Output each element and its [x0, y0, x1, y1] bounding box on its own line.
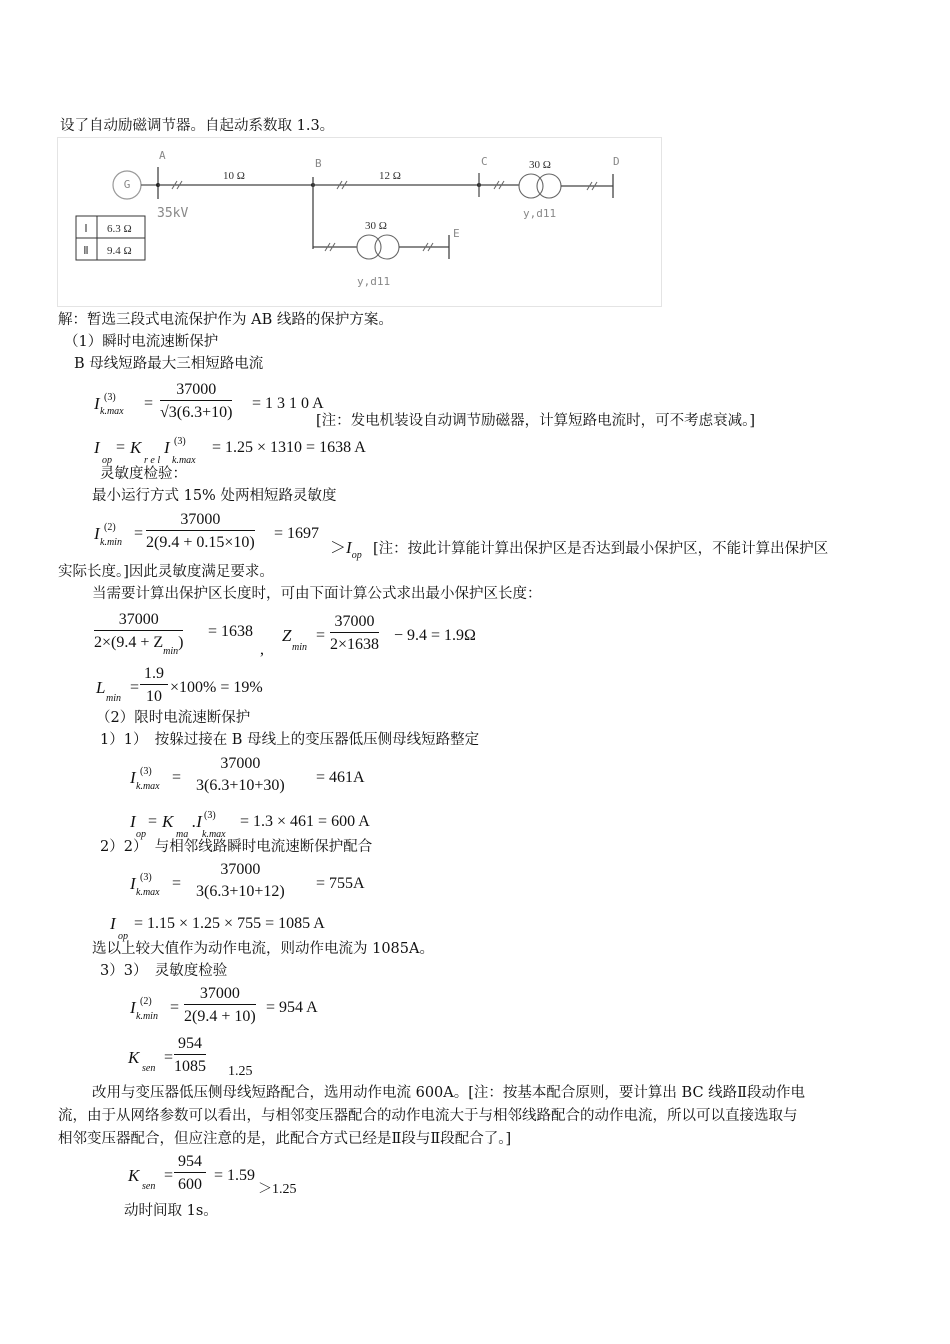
sec2-para2: 流，由于从网络参数可以看出，与相邻变压器配合的动作电流大于与相邻线路配合的动作电流，所以可以直接选取与: [58, 1108, 798, 1124]
f3-denominator: 2(9.4 + 0.15×10): [146, 534, 255, 552]
note2a: [注：按此计算能计算出保护区是否达到最小保护区，不能计算出保护区: [373, 541, 829, 557]
g5-result: = 954 A: [266, 999, 318, 1016]
formula-ikmin2: I (2) k.min = $\frac{37000}{2(9.4 + 0.15\times 10)}$ = 1697: [94, 511, 320, 552]
f5-numerator: 37000: [330, 612, 379, 633]
formula-g7: K sen = $\frac{954}{600}$ = 1.59 ＞1.25: [128, 1153, 297, 1197]
compare-iop: $>I_{op}$: [330, 538, 362, 561]
sec2-line5: 选以上较大值作为动作电流，则动作电流为 1085A。: [92, 941, 434, 957]
network-diagram: [57, 137, 662, 307]
sec1-line2: 灵敏度检验：: [100, 466, 187, 482]
formula-g2: I op = K ma .I (3) k.max = 1.3 × 461 = 600 A: [130, 810, 370, 840]
intro-line: 设了自动励磁调节器。自起动系数取 1.3。: [60, 118, 335, 134]
sec2-item1: 1）1） 按躲过接在 B 母线上的变压器低压侧母线短路整定: [100, 732, 480, 748]
formula-ikmax3: I (3) k.max = $\frac{37000}{√3(6.3+10)}$ = 1 3 1 0 A: [94, 381, 324, 422]
transformer-be-group: y,d11: [357, 275, 391, 288]
solution-intro: 解：暂选三段式电流保护作为 AB 线路的保护方案。: [58, 312, 393, 328]
g1-denominator: 3(6.3+10+30): [196, 777, 285, 795]
generator-impedance-table: [76, 216, 145, 260]
transformer-cd-impedance: 30 Ω: [529, 159, 551, 171]
g2-result: = 1.3 × 461 = 600 A: [240, 813, 370, 830]
g7-compare: ＞1.25: [258, 1182, 297, 1197]
sec2-item3: 3）3） 灵敏度检验: [100, 963, 228, 979]
formula-lmin: L min = $\frac{1.9}{10}$ ×100% = 19%: [96, 665, 263, 706]
g4-result: = 1.15 × 1.25 × 755 = 1085 A: [134, 915, 325, 932]
g3-numerator: 37000: [220, 861, 261, 878]
sec1-line1: B 母线短路最大三相短路电流: [74, 356, 264, 372]
f5-denominator: 2×1638: [330, 636, 380, 654]
f3-result: = 1697: [274, 525, 320, 542]
generator-label: G: [123, 178, 131, 191]
g1-numerator: 37000: [220, 755, 261, 772]
gen-mode-2-value: 9.4 Ω: [107, 245, 132, 257]
bus-b-label: B: [315, 157, 322, 170]
transformer-be-symbol: [357, 235, 399, 259]
f6-numerator: 1.9: [140, 664, 168, 685]
g7-denominator: 600: [178, 1176, 202, 1194]
g3-denominator: 3(6.3+10+12): [196, 883, 285, 901]
gen-mode-1: Ⅰ: [84, 223, 88, 235]
transformer-cd-group: y,d11: [523, 207, 557, 220]
voltage-label: 35kV: [157, 206, 189, 221]
f6-denominator: 10: [146, 688, 162, 706]
gen-mode-1-value: 6.3 Ω: [107, 223, 132, 235]
f1-result: = 1 3 1 0 A: [252, 395, 324, 412]
sec1-line4: 当需要计算出保护区长度时，可由下面计算公式求出最小保护区长度：: [92, 586, 542, 602]
g7-numerator: 954: [174, 1152, 206, 1173]
note1: [注：发电机装设自动调节励磁器，计算短路电流时，可不考虑衰减。]: [316, 413, 756, 429]
impedance-ab-label: 10 Ω: [223, 170, 245, 182]
note2b: 实际长度。]因此灵敏度满足要求。: [58, 564, 274, 580]
sec2-para1: 改用与变压器低压侧母线短路配合，选用动作电流 600A。[注：按基本配合原则，要计算出 BC 线路Ⅱ段动作电: [92, 1085, 806, 1101]
f4-result: = 1638: [208, 623, 254, 640]
f4-denominator: 2×(9.4 + Z: [94, 634, 164, 652]
formula-iop1: I op = K r e l I (3) k.max = 1.25 × 1310 = 1638 A: [94, 436, 366, 466]
bus-a-label: A: [159, 149, 166, 162]
sec2-para3: 相邻变压器配合，但应注意的是，此配合方式已经是Ⅱ段与Ⅱ段配合了。]: [58, 1131, 512, 1147]
formula-zmin-eq: 37000 $2\times(9.4 + Z_{min})$ = 1638: [94, 611, 254, 658]
g5-numerator: 37000: [184, 984, 256, 1005]
f1-denominator: 3(6.3+10): [168, 404, 233, 422]
transformer-be-impedance: 30 Ω: [365, 220, 387, 232]
f5-result: − 9.4 = 1.9Ω: [394, 627, 476, 644]
formula-zmin: Z min = $\frac{37000}{2\times 1638}$ − 9.4 = 1.9Ω: [282, 613, 476, 654]
g1-result: = 461A: [316, 769, 365, 786]
formula-g5: I (2) k.min = $\frac{37000}{2(9.4 + 10)}$ = 954 A: [130, 985, 318, 1026]
formula-g3: I (3) k.max = 37000 3(6.3+10+12) = 755A: [130, 861, 365, 901]
comma: ,: [260, 641, 264, 658]
g7-result: = 1.59: [214, 1167, 256, 1184]
sec2-title: （2）限时电流速断保护: [96, 710, 251, 726]
formula-g4: I op = 1.15 × 1.25 × 755 = 1085 A: [110, 914, 325, 942]
formula-g1: I (3) k.max = 37000 3(6.3+10+30) = 461A: [130, 755, 365, 795]
sec1-line3: 最小运行方式 15% 处两相短路灵敏度: [92, 488, 337, 504]
sec1-title: （1）瞬时电流速断保护: [64, 334, 219, 350]
g6-denominator: 1085: [174, 1058, 206, 1076]
gen-mode-2: Ⅱ: [83, 245, 89, 257]
formula-g6: K sen = $\frac{954}{1085}$ 1.25: [128, 1035, 253, 1079]
f6-result: ×100% = 19%: [170, 679, 263, 696]
f3-numerator: 37000: [146, 510, 255, 531]
bus-c-label: C: [481, 155, 488, 168]
f1-numerator: 37000: [160, 380, 232, 401]
sec2-item2: 2）2） 与相邻线路瞬时电流速断保护配合: [100, 839, 373, 855]
g3-result: = 755A: [316, 875, 365, 892]
generator-symbol: [113, 171, 141, 199]
g6-threshold: 1.25: [228, 1064, 253, 1079]
bus-e-label: E: [453, 227, 460, 240]
f4-numerator: 37000: [94, 610, 183, 631]
transformer-cd-symbol: [519, 174, 561, 198]
bus-d-label: D: [613, 155, 620, 168]
f2-result: = 1.25 × 1310 = 1638 A: [212, 439, 366, 456]
impedance-bc-label: 12 Ω: [379, 170, 401, 182]
g5-denominator: 2(9.4 + 10): [184, 1008, 256, 1026]
g6-numerator: 954: [174, 1034, 206, 1055]
sec2-line6: 动时间取 1s。: [124, 1203, 218, 1219]
